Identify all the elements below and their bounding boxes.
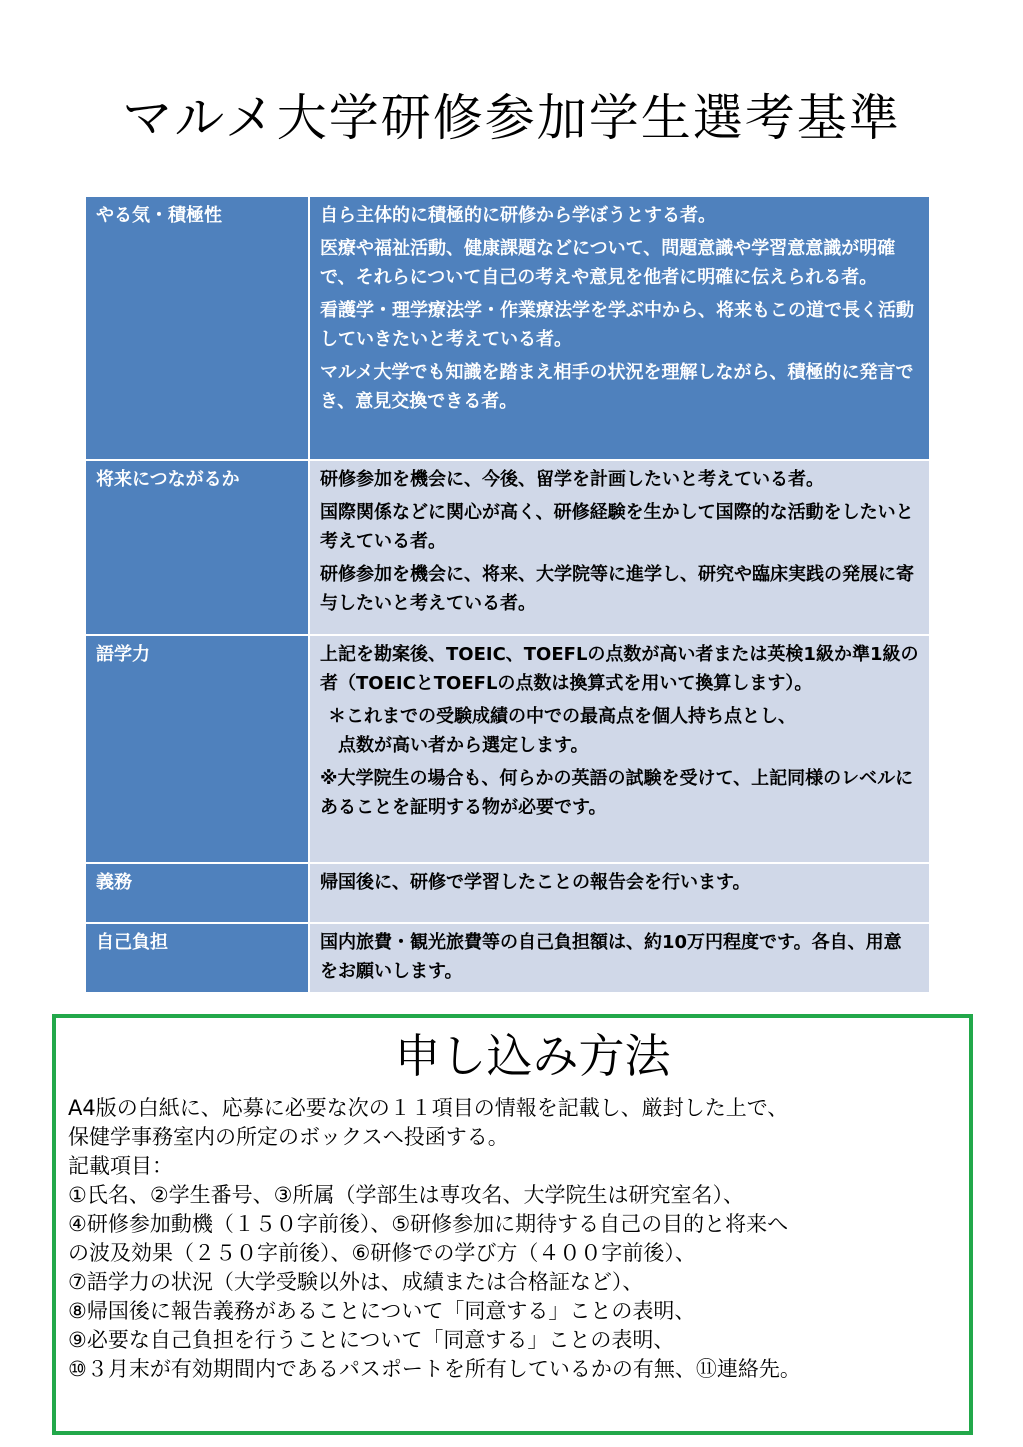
criteria-paragraph: 自ら主体的に積極的に研修から学ぼうとする者。 (320, 205, 716, 226)
criteria-content-duty (309, 863, 930, 923)
criteria-paragraph: 看護学・理学療法学・作業療法学を学ぶ中から、将来もこの道で長く活動していきたいと考えている者。 (320, 300, 914, 350)
application-instructions (56, 1088, 969, 1384)
application-heading: 申し込み方法 (394, 1029, 671, 1083)
application-line: ⑧帰国後に報告義務があることについて「同意する」ことの表明、 (68, 1299, 696, 1323)
table-row (85, 196, 930, 460)
application-line: ⑨必要な自己負担を行うことについて「同意する」ことの表明、 (68, 1328, 675, 1352)
criteria-paragraph: 研修参加を機会に、将来、大学院等に進学し、研究や臨床実践の発展に寄与したいと考えている者。 (320, 564, 914, 614)
criteria-paragraph: ※大学院生の場合も、何らかの英語の試験を受けて、上記同様のレベルにあることを証明する物が必要です。 (320, 768, 914, 818)
criteria-paragraph: 点数が高い者から選定します。 (338, 735, 589, 756)
page-title: マルメ大学研修参加学生選考基準 (122, 89, 901, 147)
criteria-label-language: 語学力 (85, 635, 309, 863)
application-line: ④研修参加動機（１５０字前後）、⑤研修参加に期待する自己の目的と将来へ (68, 1212, 789, 1236)
application-line: 記載項目： (68, 1154, 173, 1178)
application-line: ⑦語学力の状況（大学受験以外は、成績または合格証など）、 (68, 1270, 644, 1294)
table-row (85, 635, 930, 863)
criteria-paragraph: 帰国後に、研修で学習したことの報告会を行います。 (320, 872, 751, 893)
criteria-paragraph: ＊これまでの受験成績の中での最高点を個人持ち点とし、 (328, 706, 796, 727)
application-line: 保健学事務室内の所定のボックスへ投函する。 (68, 1125, 509, 1149)
criteria-paragraph: 上記を勘案後、TOEIC、TOEFLの点数が高い者または英検1級か準1級の者（TOEICとTOEFLの点数は換算式を用いて換算します）。 (320, 644, 919, 694)
criteria-content-motivation (309, 196, 930, 460)
criteria-paragraph: 国際関係などに関心が高く、研修経験を生かして国際的な活動をしたいと考えている者。 (320, 502, 914, 552)
application-line: A4版の白紙に、応募に必要な次の１１項目の情報を記載し、厳封した上で、 (68, 1096, 789, 1120)
application-line: の波及効果（２５０字前後）、⑥研修での学び方（４００字前後）、 (68, 1241, 696, 1265)
criteria-paragraph: マルメ大学でも知識を踏まえ相手の状況を理解しながら、積極的に発言でき、意見交換できる者。 (320, 362, 914, 412)
application-line: ⑩３月末が有効期間内であるパスポートを所有しているかの有無、⑪連絡先。 (68, 1357, 801, 1381)
criteria-label-future: 将来につながるか (85, 460, 309, 635)
criteria-content-cost (309, 923, 930, 993)
criteria-content-language (309, 635, 930, 863)
criteria-label-duty: 義務 (85, 863, 309, 923)
criteria-paragraph: 国内旅費・観光旅費等の自己負担額は、約10万円程度です。各自、用意をお願いします。 (320, 932, 902, 982)
application-method-box (52, 1014, 973, 1435)
table-row (85, 923, 930, 993)
criteria-content-future (309, 460, 930, 635)
application-line: ①氏名、②学生番号、③所属（学部生は専攻名、大学院生は研究室名）、 (68, 1183, 744, 1207)
criteria-paragraph: 医療や福祉活動、健康課題などについて、問題意識や学習意意識が明確で、それらについて自己の考えや意見を他者に明確に伝えられる者。 (320, 238, 896, 288)
selection-criteria-table (84, 195, 931, 994)
criteria-label-motivation: やる気・積極性 (85, 196, 309, 460)
criteria-label-cost: 自己負担 (85, 923, 309, 993)
criteria-paragraph: 研修参加を機会に、今後、留学を計画したいと考えている者。 (320, 469, 824, 490)
table-row (85, 460, 930, 635)
table-row (85, 863, 930, 923)
